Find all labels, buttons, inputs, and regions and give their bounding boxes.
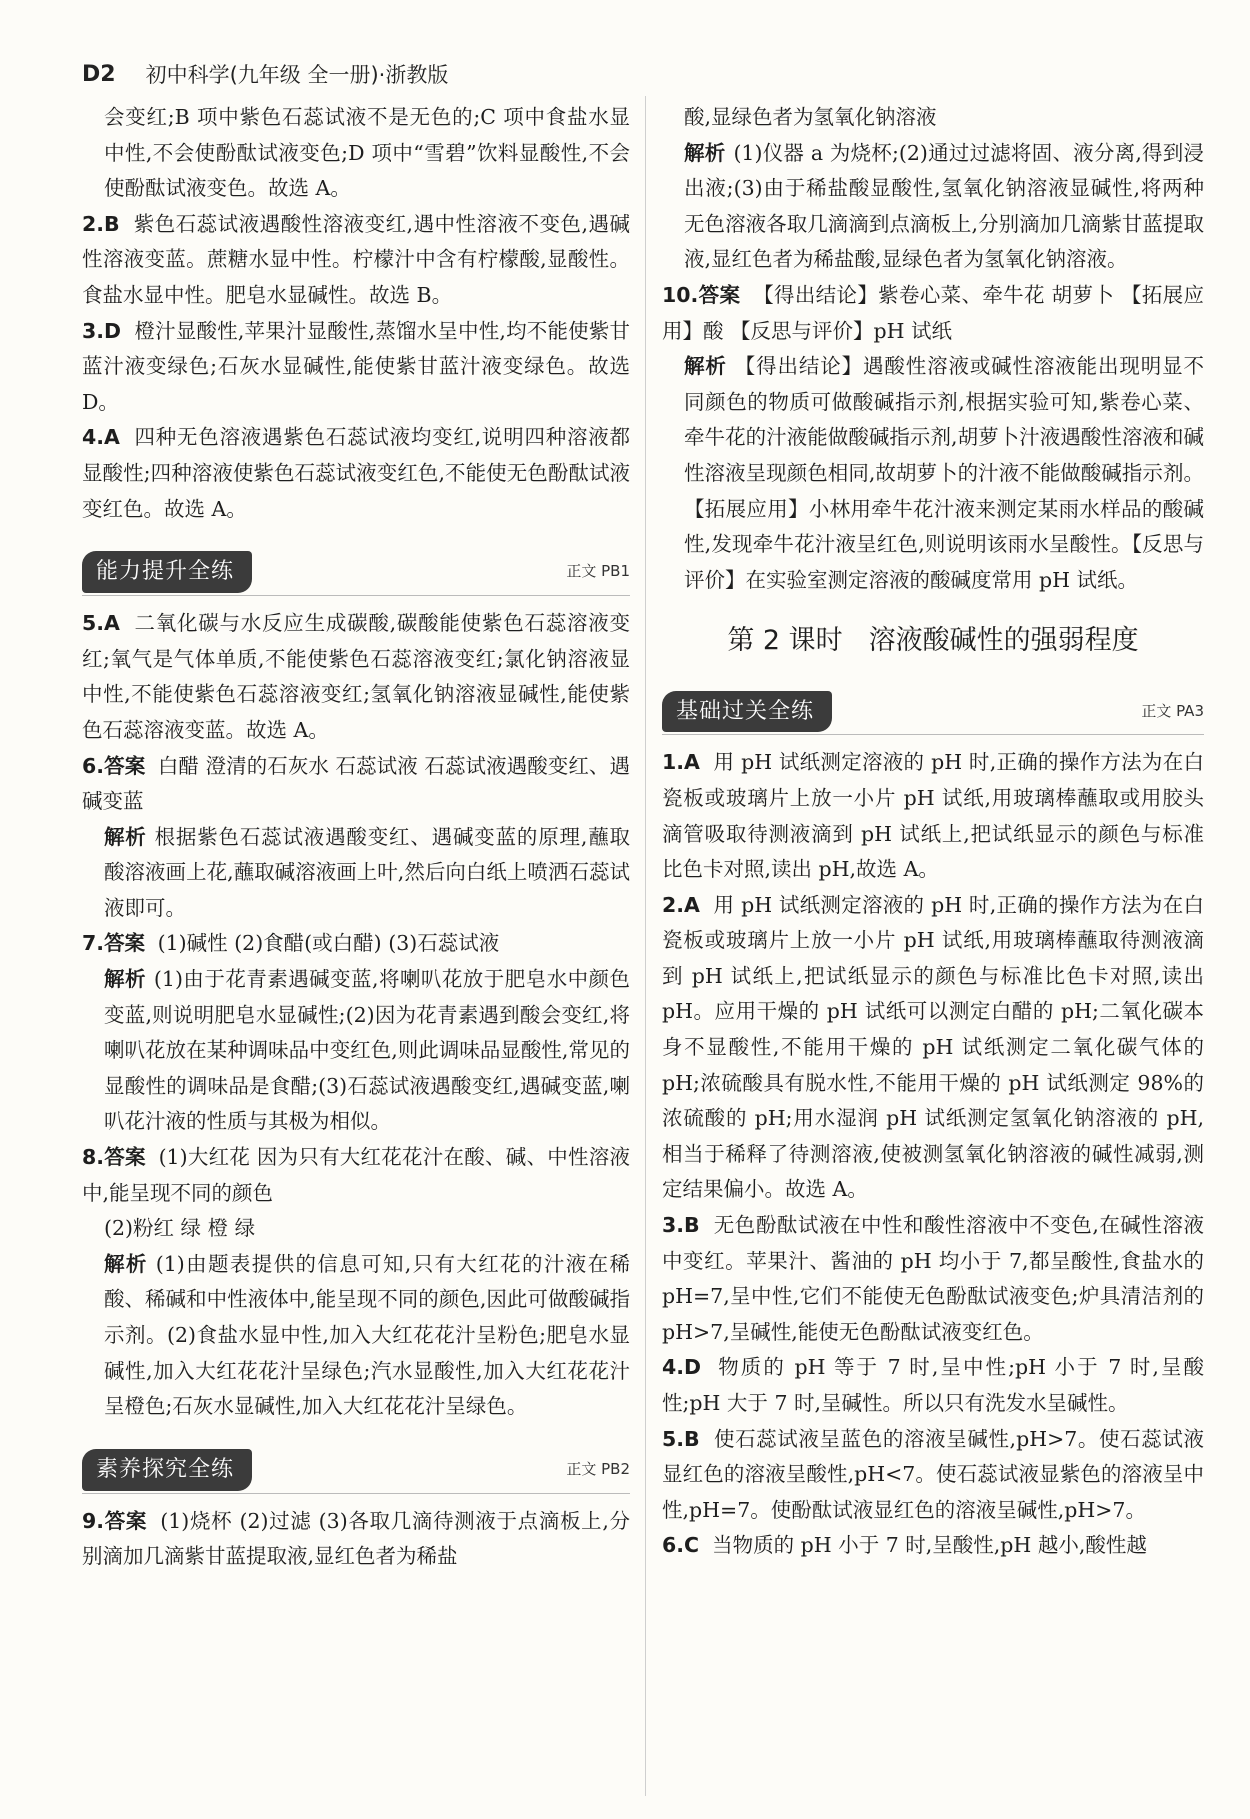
- answer-6: 6.C 当物质的 pH 小于 7 时,呈酸性,pH 越小,酸性越: [662, 1533, 1147, 1558]
- answer-7: 7.答案 (1)碱性 (2)食醋(或白醋) (3)石蕊试液: [82, 931, 500, 956]
- explanation-10: 解析 【得出结论】遇酸性溶液或碱性溶液能出现明显不同颜色的物质可做酸碱指示剂,根据实验可知,紫卷心菜、牵牛花的汁液能做酸碱指示剂,胡萝卜汁液遇酸性溶液和碱性溶液呈现颜色相同,故胡萝卜的汁液不能做酸碱指示剂。【拓展应用】小林用牵牛花汁液来测定某雨水样品的酸碱性,发现牵牛花汁液呈红色,则说明该雨水呈酸性。【反思与评价】在实验室测定溶液的酸碱度常用 pH 试纸。: [684, 354, 1205, 592]
- answer-9: 9.答案 (1)烧杯 (2)过滤 (3)各取几滴待测液于点滴板上,分别滴加几滴紫甘蓝提取液,显红色者为稀盐: [82, 1508, 630, 1569]
- answer-4: 4.D 物质的 pH 等于 7 时,呈中性;pH 小于 7 时,呈酸性;pH 大于 7 时,呈碱性。所以只有洗发水呈碱性。: [662, 1355, 1204, 1415]
- section-tag: 能力提升全练: [82, 551, 252, 593]
- section-ref: 正文 PB2: [566, 1459, 630, 1478]
- section-tag: 素养探究全练: [82, 1449, 252, 1491]
- continued-text: 会变红;B 项中紫色石蕊试液不是无色的;C 项中食盐水显中性,不会使酚酞试液变色;D 项中“雪碧”饮料显酸性,不会使酚酞试液变色。故选 A。: [104, 105, 630, 201]
- book-title: 初中科学(九年级 全一册)·浙教版: [145, 63, 449, 87]
- answer-10: 10.答案 【得出结论】紫卷心菜、牵牛花 胡萝卜 【拓展应用】酸 【反思与评价】pH 试纸: [662, 282, 1204, 343]
- answer-5: 5.B 使石蕊试液呈蓝色的溶液呈碱性,pH>7。使石蕊试液显红色的溶液呈酸性,pH<7。使石蕊试液显紫色的溶液呈中性,pH=7。使酚酞试液显红色的溶液呈碱性,pH>7。: [662, 1426, 1204, 1522]
- section-tag: 基础过关全练: [662, 691, 832, 733]
- answer-2: 2.B 紫色石蕊试液遇酸性溶液变红,遇中性溶液不变色,遇碱性溶液变蓝。蔗糖水显中性。柠檬汁中含有柠檬酸,显酸性。食盐水显中性。肥皂水显碱性。故选 B。: [82, 211, 630, 307]
- explanation-8: 解析 (1)由题表提供的信息可知,只有大红花的汁液在稀酸、稀碱和中性液体中,能呈现不同的颜色,因此可做酸碱指示剂。(2)食盐水显中性,加入大红花花汁呈粉色;肥皂水显碱性,加入大红花花汁呈绿色;汽水显酸性,加入大红花花汁呈橙色;石灰水显碱性,加入大红花花汁呈绿色。: [104, 1251, 630, 1419]
- explanation-9: 解析 (1)仪器 a 为烧杯;(2)通过过滤将固、液分离,得到浸出液;(3)由于稀盐酸显酸性,氢氧化钠溶液显碱性,将两种无色溶液各取几滴滴到点滴板上,分别滴加几滴紫甘蓝提取液,显红色者为稀盐酸,显绿色者为氢氧化钠溶液。: [684, 140, 1204, 272]
- explanation-7: 解析 (1)由于花青素遇碱变蓝,将喇叭花放于肥皂水中颜色变蓝,则说明肥皂水显碱性;(2)因为花青素遇到酸会变红,将喇叭花放在某种调味品中变红色,则此调味品显酸性,常见的显酸性的调味品是食醋;(3)石蕊试液遇酸变红,遇碱变蓝,喇叭花汁液的性质与其极为相似。: [104, 967, 631, 1134]
- answer-2: 2.A 用 pH 试纸测定溶液的 pH 时,正确的操作方法为在白瓷板或玻璃片上放一小片 pH 试纸,用玻璃棒蘸取待测液滴到 pH 试纸上,把试纸显示的颜色与标准比色卡对照,读出 pH。应用干燥的 pH 试纸可以测定白醋的 pH;二氧化碳本身不显酸性,不能用干燥的 pH 试纸测定二氧化碳气体的 pH;浓硫酸具有脱水性,不能用干燥的 pH 试纸测定 98%的浓硫酸的 pH;用水湿润 pH 试纸测定氢氧化钠溶液的 pH,相当于稀释了待测溶液,使被测氢氧化钠溶液的碱性减弱,测定结果偏小。故选 A。: [662, 892, 1204, 1202]
- answer-8: 8.答案 (1)大红花 因为只有大红花花汁在酸、碱、中性溶液中,能呈现不同的颜色: [82, 1145, 630, 1205]
- answer-5: 5.A 二氧化碳与水反应生成碳酸,碳酸能使紫色石蕊溶液变红;氧气是气体单质,不能使紫色石蕊溶液变红;氯化钠溶液显中性,不能使紫色石蕊溶液变红;氢氧化钠溶液显碱性,能使紫色石蕊溶液变蓝。故选 A。: [82, 611, 630, 742]
- section-ref: 正文 PA3: [1141, 701, 1204, 720]
- answer-1: 1.A 用 pH 试纸测定溶液的 pH 时,正确的操作方法为在白瓷板或玻璃片上放一小片 pH 试纸,用玻璃棒蘸取或用胶头滴管吸取待测液滴到 pH 试纸上,把试纸显示的颜色与标准比色卡对照,读出 pH,故选 A。: [662, 750, 1204, 882]
- section-header-basic: [662, 688, 1204, 735]
- page-header: [82, 54, 448, 94]
- page-number: D2: [82, 61, 116, 87]
- lesson-number: 第 2 课时: [727, 625, 843, 657]
- answer-3: 3.D 橙汁显酸性,苹果汁显酸性,蒸馏水呈中性,均不能使紫甘蓝汁液变绿色;石灰水显碱性,能使紫甘蓝汁液变绿色。故选 D。: [82, 318, 630, 414]
- lesson-name: 溶液酸碱性的强弱程度: [868, 625, 1139, 657]
- section-header-ability: [82, 549, 630, 596]
- right-column: [662, 100, 1204, 1564]
- lesson-title: [662, 616, 1204, 666]
- answer-3: 3.B 无色酚酞试液在中性和酸性溶液中不变色,在碱性溶液中变红。苹果汁、酱油的 pH 均小于 7,都呈酸性,食盐水的 pH=7,呈中性,它们不能使无色酚酞试液变色;炉具清洁剂的 pH>7,呈碱性,能使无色酚酞试液变红色。: [662, 1213, 1204, 1344]
- answer-4: 4.A 四种无色溶液遇紫色石蕊试液均变红,说明四种溶液都显酸性;四种溶液使紫色石蕊试液变红色,不能使无色酚酞试液变红色。故选 A。: [82, 425, 630, 521]
- section-header-literacy: [82, 1447, 630, 1494]
- answer-8-part2: (2)粉红 绿 橙 绿: [104, 1216, 256, 1241]
- answer-6: 6.答案 白醋 澄清的石灰水 石蕊试液 石蕊试液遇酸变红、遇碱变蓝: [82, 753, 630, 814]
- section-ref: 正文 PB1: [566, 562, 630, 581]
- column-divider: [645, 96, 646, 1796]
- left-column: [82, 100, 630, 1575]
- continued-text: 酸,显绿色者为氢氧化钠溶液: [684, 105, 937, 129]
- explanation-6: 解析 根据紫色石蕊试液遇酸变红、遇碱变蓝的原理,蘸取酸溶液画上花,蘸取碱溶液画上叶,然后向白纸上喷洒石蕊试液即可。: [104, 824, 631, 920]
